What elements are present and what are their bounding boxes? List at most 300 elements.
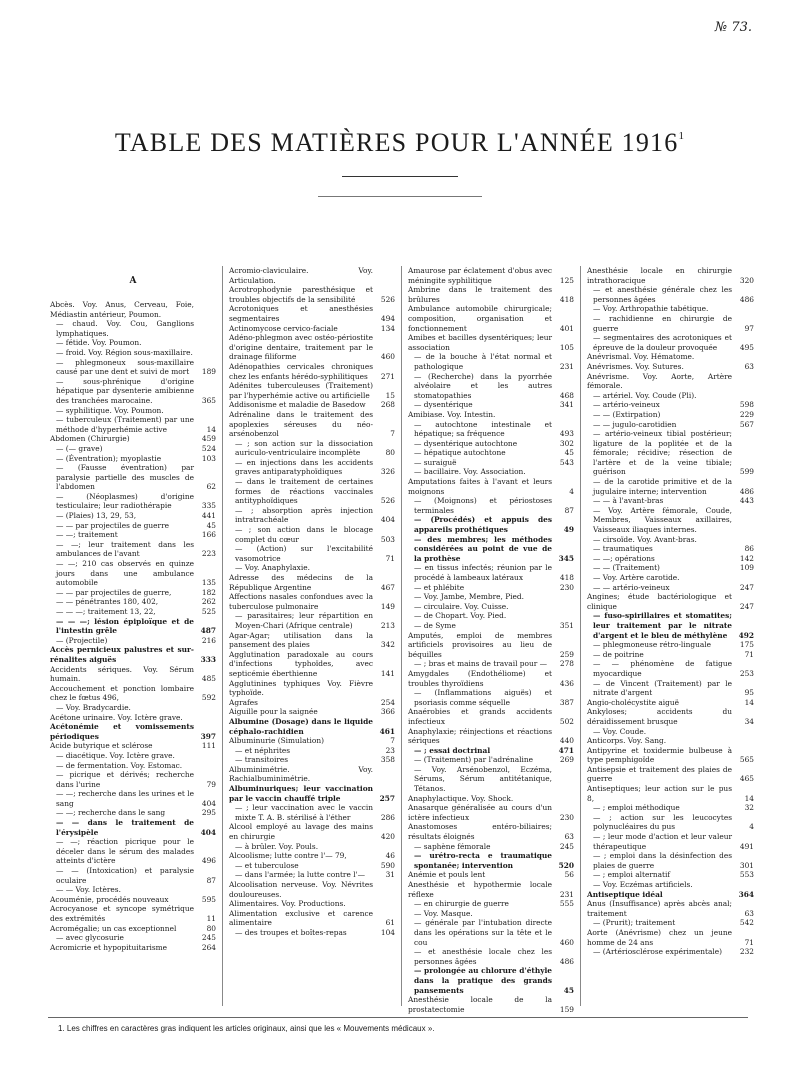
index-entry xyxy=(408,870,574,880)
entry-page: 7 xyxy=(390,429,395,439)
index-entry xyxy=(408,448,574,458)
entry-page: 109 xyxy=(739,563,754,573)
footnote: 1. Les chiffres en caractères gras indiquent les articles originaux, ainsi que les « Mouvements médicaux ». xyxy=(58,1024,435,1033)
index-entry xyxy=(587,391,754,401)
entry-page: 105 xyxy=(559,342,574,352)
entry-text: Affections nasales confondues avec la tuberculose pulmonaire xyxy=(229,592,373,611)
entry-page: 333 xyxy=(200,654,216,664)
entry-page: 247 xyxy=(739,582,754,592)
index-entry xyxy=(408,727,574,746)
index-entry xyxy=(50,866,216,885)
index-entry xyxy=(50,319,216,338)
entry-text: — (Néoplasmes) d'origine testiculaire; leur radiothérapie xyxy=(56,491,194,511)
index-entry xyxy=(229,736,395,746)
index-entry xyxy=(229,870,395,880)
entry-page: 142 xyxy=(739,553,754,563)
index-entry xyxy=(229,746,395,756)
entry-page: 460 xyxy=(380,352,395,362)
entry-text: — (Recherche) dans la pyorrhée alvéolaire et les autres stomatopathies xyxy=(414,371,552,400)
index-entry xyxy=(408,995,574,1014)
index-entry xyxy=(50,741,216,751)
index-entry xyxy=(229,784,395,803)
entry-page: 471 xyxy=(558,745,574,755)
index-entry xyxy=(229,650,395,679)
entry-page: 486 xyxy=(739,486,754,496)
entry-text: Anaphylactique. Voy. Shock. xyxy=(408,793,514,803)
entry-page: 495 xyxy=(739,342,754,352)
entry-text: Amibiase. Voy. Intestin. xyxy=(408,409,496,419)
index-entry xyxy=(587,880,754,890)
entry-page: 32 xyxy=(744,803,754,813)
index-entry xyxy=(229,285,395,304)
index-entry xyxy=(229,909,395,928)
entry-text: — (Éventration); myoplastie xyxy=(56,453,162,463)
entry-text: — Voy. Anaphylaxie. xyxy=(235,563,310,573)
index-entry xyxy=(50,597,216,607)
index-column xyxy=(402,266,581,1014)
entry-text: — artériel. Voy. Coude (Pli). xyxy=(593,390,697,400)
entry-text: Amygdales (Endothéliome) et troubles thyroïdiens xyxy=(408,668,552,688)
index-entry xyxy=(408,755,574,765)
entry-text: Antiseptiques; leur action sur le pus 8, xyxy=(587,784,732,803)
entry-text: Actinomycose cervico-faciale xyxy=(229,323,338,333)
index-entry xyxy=(587,736,754,746)
entry-text: Agrafes xyxy=(229,697,258,707)
entry-text: — de Chopart. Voy. Pied. xyxy=(414,611,507,621)
entry-page: 80 xyxy=(206,923,216,933)
entry-text: Agar-Agar; utilisation dans la pansement des plaies xyxy=(229,630,373,650)
entry-page: 103 xyxy=(201,453,216,463)
entry-text: Anévrisme. Voy. Aorte, Artère fémorale. xyxy=(587,371,732,391)
index-entry xyxy=(50,761,216,771)
index-entry xyxy=(50,377,216,406)
entry-page: 86 xyxy=(744,544,754,554)
entry-text: — Voy. Masque. xyxy=(414,908,473,918)
index-column xyxy=(581,266,760,1006)
entry-page: 342 xyxy=(380,640,395,650)
index-entry xyxy=(408,477,574,496)
footnote-marker: 1 xyxy=(678,130,686,142)
entry-page: 268 xyxy=(380,400,395,410)
entry-text: — ; essai doctrinal xyxy=(414,745,491,755)
entry-text: Alcool employé au lavage des mains en chirurgie xyxy=(229,822,373,842)
entry-text: Anus (Insuffisance) après abcès anal; traitement xyxy=(587,899,732,918)
entry-page: 592 xyxy=(201,693,216,703)
index-entry xyxy=(229,400,395,410)
index-entry xyxy=(229,631,395,650)
entry-text: Anémie et pouls lent xyxy=(408,870,486,880)
entry-text: — — jugulo-carotidien xyxy=(593,419,677,429)
entry-page: 486 xyxy=(739,294,754,304)
entry-text: Accouchement et ponction lombaire chez le fœtus 496, xyxy=(50,683,194,703)
entry-text: — —; leur traitement dans les ambulances de l'avant xyxy=(56,539,194,559)
entry-page: 231 xyxy=(559,889,574,899)
index-entry xyxy=(229,525,395,544)
index-entry xyxy=(229,803,395,822)
index-entry xyxy=(229,304,395,323)
entry-text: — rachidienne en chirurgie de guerre xyxy=(593,313,732,333)
index-entry xyxy=(408,515,574,534)
entry-text: Agglutination paradoxale au cours d'infections typhoïdes, avec septicémie éberthienne xyxy=(229,649,373,678)
index-entry xyxy=(50,770,216,789)
entry-text: — syphilitique. Voy. Poumon. xyxy=(56,405,164,415)
entry-text: — — —; lésion épiploïque et de l'intestin grêle xyxy=(56,616,194,636)
index-entry xyxy=(587,410,754,420)
entry-page: 245 xyxy=(559,841,574,851)
entry-text: — artério-veineux xyxy=(593,400,660,410)
entry-text: Acrocyanose et syncope symétrique des extrémités xyxy=(50,904,194,923)
entry-text: — chaud. Voy. Cou, Ganglions lymphatiques. xyxy=(56,319,194,338)
index-entry xyxy=(587,285,754,304)
entry-text: — de Syme xyxy=(414,620,456,630)
entry-page: 467 xyxy=(380,582,395,592)
entry-page: 63 xyxy=(744,908,754,918)
entry-page: 95 xyxy=(744,688,754,698)
entry-page: 14 xyxy=(744,697,754,707)
index-entry xyxy=(408,439,574,449)
entry-page: 486 xyxy=(559,956,574,966)
page-title xyxy=(0,128,800,158)
entry-page: 485 xyxy=(201,674,216,684)
index-entry xyxy=(229,266,395,285)
entry-page: 595 xyxy=(201,894,216,904)
entry-text: — (Prurit); traitement xyxy=(593,918,676,928)
entry-page: 56 xyxy=(564,870,574,880)
entry-text: — urétro-recta e traumatique spontanée; intervention xyxy=(414,851,552,870)
entry-text: — ; emploi méthodique xyxy=(593,803,680,813)
entry-page: 71 xyxy=(385,553,395,563)
index-entry xyxy=(587,333,754,352)
entry-text: Acromégalie; un cas exceptionnel xyxy=(50,923,177,933)
entry-page: 63 xyxy=(744,361,754,371)
entry-page: 465 xyxy=(739,774,754,784)
entry-page: 358 xyxy=(380,755,395,765)
index-entry xyxy=(408,707,574,726)
entry-text: — —; traitement xyxy=(56,530,118,540)
entry-page: 543 xyxy=(559,457,574,467)
index-entry xyxy=(50,808,216,818)
index-entry xyxy=(408,631,574,660)
entry-page: 166 xyxy=(201,530,216,540)
entry-page: 230 xyxy=(559,812,574,822)
entry-text: Amputations faites à l'avant et leurs moignons xyxy=(408,477,552,496)
index-entry xyxy=(50,904,216,923)
entry-text: — à brûler. Voy. Pouls. xyxy=(235,841,319,851)
entry-page: 418 xyxy=(559,294,574,304)
entry-page: 104 xyxy=(380,927,395,937)
entry-page: 526 xyxy=(380,294,395,304)
index-entry xyxy=(50,348,216,358)
index-entry xyxy=(587,928,754,947)
entry-text: — — artério-veineux xyxy=(593,582,670,592)
entry-text: — Voy. Artère fémorale, Coude, Membres, Vaisseaux axillaires, Vaisseaux iliaques internes. xyxy=(593,505,732,535)
index-entry xyxy=(587,890,754,900)
index-entry xyxy=(587,563,754,573)
entry-page: 502 xyxy=(559,716,574,726)
entry-text: — — (Extirpation) xyxy=(593,409,661,419)
index-entry xyxy=(50,617,216,636)
entry-text: Ambulance automobile chirurgicale; composition, organisation et fonctionnement xyxy=(408,304,552,333)
entry-text: Alcoolisme; lutte contre l'— 79, xyxy=(229,851,347,861)
entry-text: — Voy. Jambe, Membre, Pied. xyxy=(414,592,524,602)
entry-text: Albuminurie (Simulation) xyxy=(229,736,324,746)
entry-text: — hépatique autochtone xyxy=(414,448,506,458)
entry-text: — (Action) sur l'excitabilité vasomotrice xyxy=(235,544,373,563)
index-entry xyxy=(408,899,574,909)
index-entry xyxy=(587,899,754,918)
index-entry xyxy=(587,592,754,611)
entry-text: — suraiguë xyxy=(414,457,457,467)
index-entry xyxy=(229,563,395,573)
index-entry xyxy=(50,818,216,837)
index-entry xyxy=(50,895,216,905)
entry-text: — prolongée au chlorure d'éthyle dans la pratique des grands pansements xyxy=(414,966,552,995)
index-entry xyxy=(408,822,574,841)
entry-text: — (Inflammations aiguës) et psoriasis comme séquelle xyxy=(414,688,552,707)
entry-text: — — (Traitement) xyxy=(593,563,660,573)
entry-text: — phlegmoneuse rétro-linguale xyxy=(593,640,712,650)
entry-text: — (Artériosclérose expérimentale) xyxy=(593,947,723,957)
entry-page: 175 xyxy=(739,640,754,650)
index-entry xyxy=(408,842,574,852)
entry-page: 213 xyxy=(380,620,395,630)
entry-text: — dans l'armée; la lutte contre l'— xyxy=(235,870,365,880)
entry-page: 503 xyxy=(380,534,395,544)
index-entry xyxy=(587,918,754,928)
entry-text: — (Fausse éventration) par paralysie partielle des muscles de l'abdomen xyxy=(56,463,194,492)
entry-page: 440 xyxy=(559,736,574,746)
entry-page: 524 xyxy=(201,443,216,453)
index-entry xyxy=(50,885,216,895)
index-entry xyxy=(408,669,574,688)
entry-text: — parasitaires; leur répartition en Moyen-Chari (Afrique centrale) xyxy=(235,611,373,630)
index-entry xyxy=(408,372,574,401)
entry-page: 364 xyxy=(738,889,754,899)
index-entry xyxy=(50,751,216,761)
entry-text: Adénopathies cervicales chroniques chez les enfants hérédo-syphilitiques xyxy=(229,361,373,381)
entry-page: 45 xyxy=(564,448,574,458)
entry-text: — — —; traitement 13, 22, xyxy=(56,607,156,616)
entry-text: Acétone urinaire. Voy. Ictère grave. xyxy=(50,712,183,722)
entry-text: Anaérobies et grands accidents infectieux xyxy=(408,707,552,726)
entry-page: 302 xyxy=(559,438,574,448)
index-entry xyxy=(229,333,395,362)
entry-page: 264 xyxy=(201,942,216,952)
entry-page: 189 xyxy=(201,367,216,377)
entry-text: — — pénétrantes 180, 402, xyxy=(56,597,159,607)
index-entry xyxy=(50,559,216,588)
entry-page: 520 xyxy=(558,860,574,870)
index-entry xyxy=(229,573,395,592)
index-entry xyxy=(50,492,216,511)
index-entry xyxy=(587,314,754,333)
index-entry xyxy=(50,588,216,598)
index-entry xyxy=(229,698,395,708)
index-entry xyxy=(50,943,216,953)
index-entry xyxy=(229,842,395,852)
entry-text: Addisonisme et maladie de Basedow xyxy=(229,400,366,410)
entry-page: 15 xyxy=(385,390,395,400)
entry-text: — en chirurgie de guerre xyxy=(414,899,509,909)
entry-text: — de poitrine xyxy=(593,649,644,659)
index-entry xyxy=(229,880,395,899)
entry-page: 45 xyxy=(206,520,216,530)
entry-page: 223 xyxy=(201,549,216,559)
index-entry xyxy=(229,899,395,909)
index-entry xyxy=(408,563,574,582)
entry-page: 216 xyxy=(201,635,216,645)
entry-text: Anévrismes. Voy. Sutures. xyxy=(587,361,684,371)
entry-text: — artério-veineux tibial postérieur; ligature de la poplitée et de la fémorale; récidive; résection de l'artère et de la veine tibiale; guérison xyxy=(593,429,732,477)
index-entry xyxy=(587,746,754,765)
index-entry xyxy=(229,592,395,611)
entry-text: — Voy. Bradycardie. xyxy=(56,702,131,712)
index-entry xyxy=(50,338,216,348)
index-entry xyxy=(50,521,216,531)
index-entry xyxy=(587,870,754,880)
entry-text: Alimentaires. Voy. Productions. xyxy=(229,899,346,909)
entry-text: Amibes et bacilles dysentériques; leur association xyxy=(408,333,552,352)
entry-text: — dans le traitement de certaines formes de réactions vaccinales antityphoïdiques xyxy=(235,477,373,506)
entry-text: Albumine (Dosage) dans le liquide céphalo-rachidien xyxy=(229,716,373,736)
index-entry xyxy=(50,684,216,703)
index-entry xyxy=(587,765,754,784)
index-entry xyxy=(587,640,754,650)
entry-page: 14 xyxy=(206,424,216,434)
entry-page: 542 xyxy=(739,918,754,928)
entry-page: 286 xyxy=(380,812,395,822)
index-entry xyxy=(229,381,395,400)
entry-page: 468 xyxy=(559,390,574,400)
entry-page: 418 xyxy=(559,573,574,582)
index-entry xyxy=(408,420,574,439)
entry-page: 494 xyxy=(380,313,395,323)
entry-text: — —; recherche dans les urines et le sang xyxy=(56,789,194,808)
entry-page: 335 xyxy=(201,501,216,511)
entry-page: 271 xyxy=(380,371,395,381)
index-entry xyxy=(408,909,574,919)
entry-text: Anticorps. Voy. Sang. xyxy=(587,736,667,746)
index-entry xyxy=(408,611,574,621)
entry-text: Acrotoniques et anesthésies segmentaires xyxy=(229,304,373,323)
entry-page: 231 xyxy=(559,361,574,371)
entry-page: 491 xyxy=(739,841,754,851)
entry-text: Ambrine dans le traitement des brûlures xyxy=(408,285,552,304)
entry-text: — circulaire. Voy. Cuisse. xyxy=(414,601,509,611)
entry-text: — de la bouche à l'état normal et pathologique xyxy=(414,352,552,371)
entry-text: — en tissus infectés; réunion par le procédé à lambeaux latéraux xyxy=(414,563,552,582)
entry-text: Adéno-phlegmon avec ostéo-périostite d'origine dentaire, traitement par le drainage filiforme xyxy=(229,333,373,362)
entry-text: — ; action sur les leucocytes polynucléaires du pus xyxy=(593,812,732,832)
index-entry xyxy=(408,880,574,899)
entry-page: 441 xyxy=(201,511,216,521)
index-entry xyxy=(229,324,395,334)
index-entry xyxy=(408,285,574,304)
index-entry xyxy=(587,659,754,678)
index-entry xyxy=(50,703,216,713)
entry-text: — ; son action dans le blocage complet du cœur xyxy=(235,525,373,544)
entry-page: 404 xyxy=(200,827,216,837)
entry-text: — ; leur vaccination avec le vaccin mixte T. A. B. stérilisé à l'éther xyxy=(235,803,373,822)
entry-page: 326 xyxy=(380,467,395,477)
entry-text: — traumatiques xyxy=(593,544,653,554)
entry-text: — et tuberculose xyxy=(235,860,299,870)
index-entry xyxy=(408,746,574,756)
entry-text: Angines; étude bactériologique et clinique xyxy=(587,592,732,611)
entry-page: 63 xyxy=(564,832,574,842)
index-columns xyxy=(44,266,760,1014)
entry-text: — des troupes et boîtes-repas xyxy=(235,927,347,937)
index-entry xyxy=(587,727,754,737)
entry-page: 97 xyxy=(744,323,754,333)
entry-page: 182 xyxy=(201,587,216,597)
index-entry xyxy=(408,304,574,333)
entry-page: 11 xyxy=(206,914,216,923)
entry-page: 79 xyxy=(206,779,216,789)
entry-text: — fuso-spirillaires et stomatites; leur traitement par le nitrate d'argent et le bleu de méthylène xyxy=(593,611,732,640)
index-entry xyxy=(50,636,216,646)
index-entry xyxy=(50,722,216,741)
index-entry xyxy=(408,966,574,995)
entry-text: Acouménie, procédés nouveaux xyxy=(50,894,169,904)
index-entry xyxy=(408,333,574,352)
page-title-text: TABLE DES MATIÈRES POUR L'ANNÉE 1916 xyxy=(114,128,679,157)
entry-text: Ankyloses; accidents du déraidissement brusque xyxy=(587,707,732,726)
page-number: № 73. xyxy=(714,20,752,35)
index-entry xyxy=(408,266,574,285)
index-entry xyxy=(587,372,754,391)
entry-text: — autochtone intestinale et hépatique; sa fréquence xyxy=(414,419,552,439)
entry-page: 401 xyxy=(559,323,574,333)
index-entry xyxy=(587,707,754,726)
entry-page: 351 xyxy=(559,620,574,630)
index-entry xyxy=(587,803,754,813)
entry-page: 4 xyxy=(749,822,754,832)
entry-page: 420 xyxy=(380,832,395,842)
entry-page: 80 xyxy=(385,448,395,458)
index-entry xyxy=(587,611,754,640)
entry-page: 493 xyxy=(559,429,574,439)
index-entry xyxy=(408,535,574,564)
entry-text: Adresse des médecins de la République Argentine xyxy=(229,573,373,592)
index-entry xyxy=(587,535,754,545)
entry-text: Amputés, emploi de membres artificiels provisoires au lieu de béquilles xyxy=(408,630,552,659)
entry-text: — —; 210 cas observés en quinze jours dans une ambulance automobile xyxy=(56,559,194,588)
index-entry xyxy=(587,679,754,698)
entry-text: — — Voy. Ictères. xyxy=(56,885,121,895)
index-entry xyxy=(50,358,216,377)
entry-text: — phlegmoneux sous-maxillaire causé par une dent et suivi de mort xyxy=(56,357,194,377)
entry-page: 245 xyxy=(201,933,216,943)
index-entry xyxy=(50,415,216,434)
index-entry xyxy=(229,506,395,525)
entry-page: 345 xyxy=(558,553,574,563)
entry-page: 553 xyxy=(739,870,754,880)
index-entry xyxy=(229,861,395,871)
entry-text: — avec glycosurie xyxy=(56,933,124,943)
entry-page: 366 xyxy=(380,707,395,717)
section-letter: A xyxy=(129,276,137,286)
entry-text: — dysentérique autochtone xyxy=(414,438,518,448)
entry-page: 7 xyxy=(390,736,395,746)
entry-text: Aorte (Anévrisme) chez un jeune homme de 24 ans xyxy=(587,927,732,947)
entry-text: Angio-cholécystite aiguë xyxy=(587,697,679,707)
entry-page: 49 xyxy=(563,525,574,535)
entry-page: 247 xyxy=(739,601,754,611)
index-entry xyxy=(587,832,754,851)
entry-text: — froid. Voy. Région sous-maxillaire. xyxy=(56,347,193,357)
index-entry xyxy=(50,924,216,934)
